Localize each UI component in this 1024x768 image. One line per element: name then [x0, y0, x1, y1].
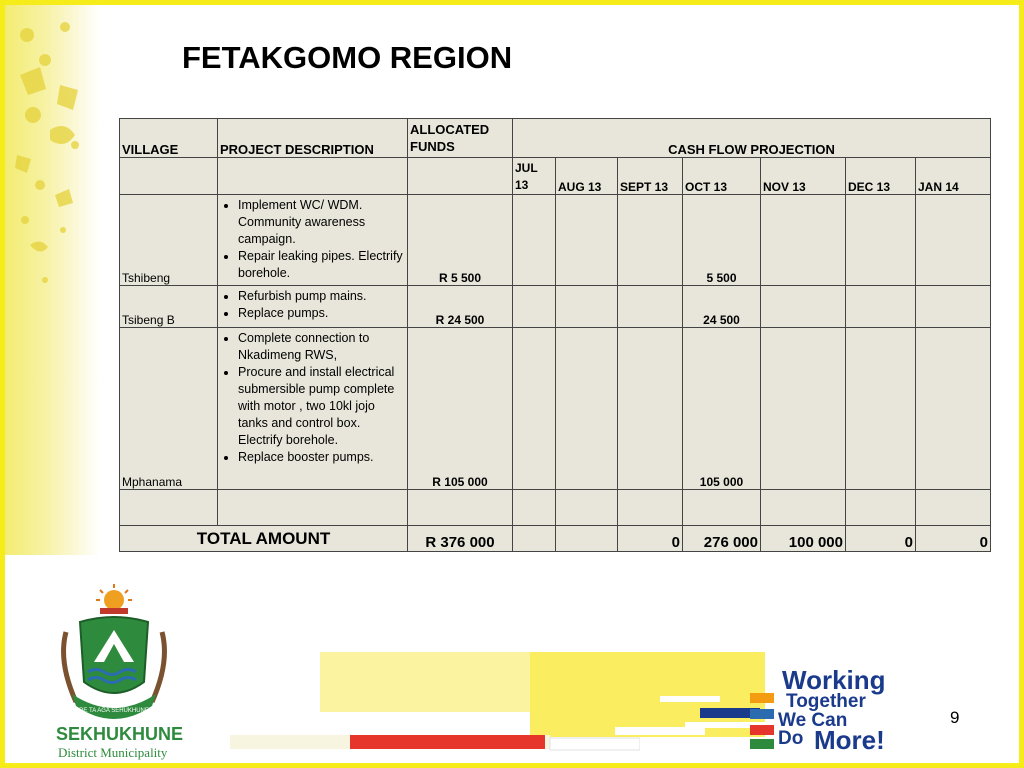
empty-cell — [556, 286, 618, 328]
empty-cell — [408, 158, 513, 195]
description-item: • Replace pumps. — [238, 305, 405, 322]
blank-row — [120, 490, 991, 526]
slogan-line-working: Working — [782, 665, 886, 695]
empty-cell — [513, 490, 556, 526]
slogan-logo — [778, 665, 908, 755]
empty-cell — [618, 195, 683, 286]
village-cell: Mphanama — [120, 328, 218, 490]
total-row — [120, 526, 991, 552]
empty-cell — [408, 490, 513, 526]
decorative-figures — [5, 5, 100, 555]
slide-title: FETAKGOMO REGION — [182, 40, 513, 75]
total-oct13: 276 000 — [683, 526, 761, 552]
page-number: 9 — [950, 708, 960, 727]
month-aug13: AUG 13 — [556, 158, 618, 195]
empty-cell — [120, 490, 218, 526]
description-cell — [218, 286, 408, 328]
empty-cell — [618, 286, 683, 328]
description-item: • Repair leaking pipes. Electrify borehole. — [238, 248, 405, 282]
motto-text: RE TA AGA SEHUKHUNE — [79, 708, 149, 714]
header-cash-flow-projection: CASH FLOW PROJECTION — [513, 119, 991, 158]
total-label: TOTAL AMOUNT — [120, 526, 408, 552]
allocated-cell: R 24 500 — [408, 286, 513, 328]
coat-of-arms-icon — [52, 582, 192, 762]
oct13-cell: 105 000 — [683, 328, 761, 490]
empty-cell — [916, 195, 991, 286]
header-allocated-funds: ALLOCATED FUNDS — [408, 119, 513, 158]
empty-cell — [846, 286, 916, 328]
empty-cell — [761, 328, 846, 490]
description-item: • Complete connection to Nkadimeng RWS, — [238, 330, 405, 364]
empty-cell — [761, 195, 846, 286]
month-jul13: JUL 13 — [513, 158, 556, 195]
municipality-name: SEKHUKHUNE — [56, 724, 184, 744]
empty-cell — [916, 328, 991, 490]
month-jan14: JAN 14 — [916, 158, 991, 195]
empty-cell — [556, 195, 618, 286]
empty-cell — [218, 158, 408, 195]
slogan-line-together: Together — [786, 691, 866, 712]
empty-cell — [761, 490, 846, 526]
empty-cell — [556, 490, 618, 526]
oct13-cell: 24 500 — [683, 286, 761, 328]
decorative-bars — [230, 652, 770, 757]
description-cell — [218, 328, 408, 490]
empty-cell — [513, 526, 556, 552]
empty-cell — [218, 490, 408, 526]
empty-cell — [761, 286, 846, 328]
slogan-line-we-can: We Can — [778, 710, 848, 731]
empty-cell — [120, 158, 218, 195]
total-jan14: 0 — [916, 526, 991, 552]
total-dec13: 0 — [846, 526, 916, 552]
empty-cell — [556, 328, 618, 490]
empty-cell — [618, 490, 683, 526]
empty-cell — [513, 286, 556, 328]
table-row — [120, 195, 991, 286]
description-item: • Refurbish pump mains. — [238, 288, 405, 305]
decorative-side-strip — [5, 5, 100, 555]
slogan-line-more: More! — [814, 725, 885, 755]
header-row — [120, 119, 991, 158]
month-oct13: OCT 13 — [683, 158, 761, 195]
total-nov13: 100 000 — [761, 526, 846, 552]
oct13-cell: 5 500 — [683, 195, 761, 286]
description-item: • Replace booster pumps. — [238, 449, 405, 466]
slogan-line-do: Do — [778, 728, 804, 749]
village-cell: Tshibeng — [120, 195, 218, 286]
empty-cell — [916, 490, 991, 526]
table-row — [120, 328, 991, 490]
description-item: • Procure and install electrical submersible pump complete with motor , two 10kl jojo tanks and control box. Electrify borehole. — [238, 364, 405, 449]
month-nov13: NOV 13 — [761, 158, 846, 195]
cash-flow-table — [119, 118, 991, 552]
village-cell: Tsibeng B — [120, 286, 218, 328]
allocated-cell: R 105 000 — [408, 328, 513, 490]
months-row — [120, 158, 991, 195]
month-sept13: SEPT 13 — [618, 158, 683, 195]
month-dec13: DEC 13 — [846, 158, 916, 195]
empty-cell — [513, 328, 556, 490]
empty-cell — [618, 328, 683, 490]
municipality-sub: District Municipality — [58, 745, 168, 760]
allocated-cell: R 5 500 — [408, 195, 513, 286]
empty-cell — [683, 490, 761, 526]
table-row — [120, 286, 991, 328]
total-sept13: 0 — [618, 526, 683, 552]
total-allocated: R 376 000 — [408, 526, 513, 552]
description-item: • Implement WC/ WDM. Community awareness campaign. — [238, 197, 405, 248]
municipality-logo — [52, 582, 192, 762]
empty-cell — [556, 526, 618, 552]
empty-cell — [846, 490, 916, 526]
description-cell — [218, 195, 408, 286]
empty-cell — [846, 328, 916, 490]
header-project-description: PROJECT DESCRIPTION — [218, 119, 408, 158]
empty-cell — [846, 195, 916, 286]
empty-cell — [513, 195, 556, 286]
header-village: VILLAGE — [120, 119, 218, 158]
empty-cell — [916, 286, 991, 328]
color-bars-graphic — [230, 652, 770, 757]
